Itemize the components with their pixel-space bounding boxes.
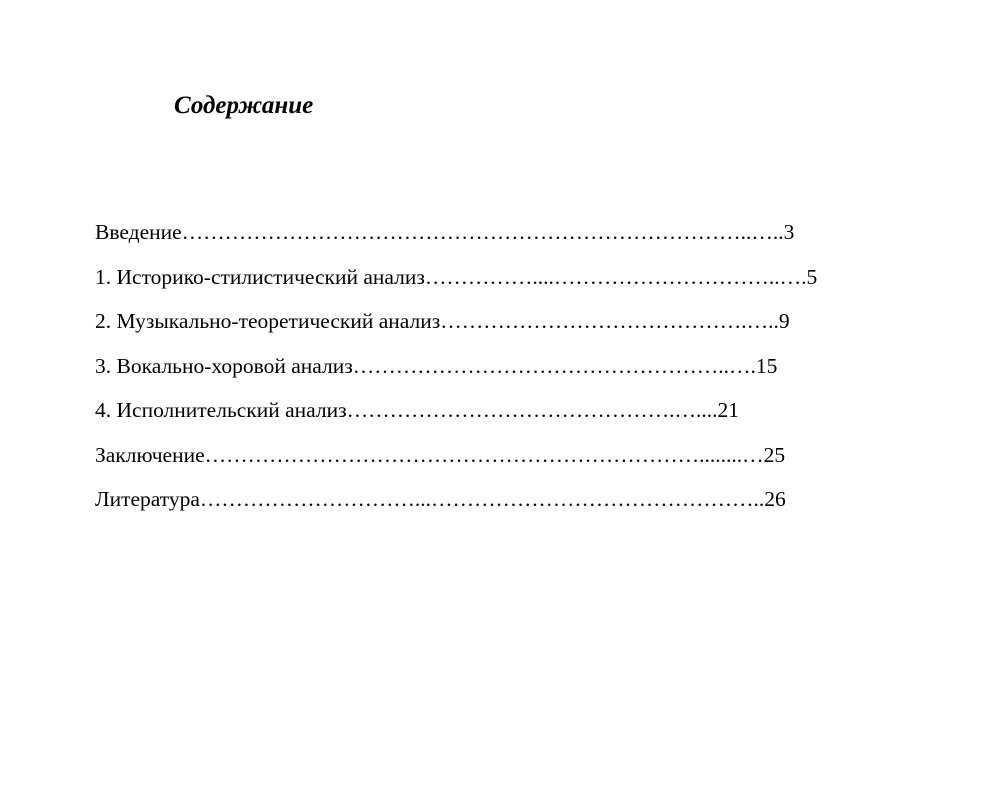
toc-entry-performance-analysis: 4. Исполнительский анализ……………………………………….…....21 [95, 398, 740, 422]
toc-entry-conclusion: Заключение……………………………………………………………........…25 [95, 442, 786, 467]
toc-entry-historical-stylistic-analysis: 1. Историко-стилистический анализ……………....…………………………..….5 [95, 264, 818, 289]
table-of-contents [95, 216, 817, 528]
toc-entry-introduction: Введение……………………………………………………………………..…..3 [95, 220, 795, 244]
toc-entry-literature: Литература…………………………...………………………………………..26 [95, 487, 786, 511]
toc-entry-vocal-choral-analysis: 3. Вокально-хоровой анализ……………………………………………..….15 [95, 353, 778, 378]
toc-entry-music-theory-analysis: 2. Музыкально-теоретический анализ…………………………………….…..9 [95, 309, 790, 333]
page-title: Содержание [174, 92, 314, 119]
